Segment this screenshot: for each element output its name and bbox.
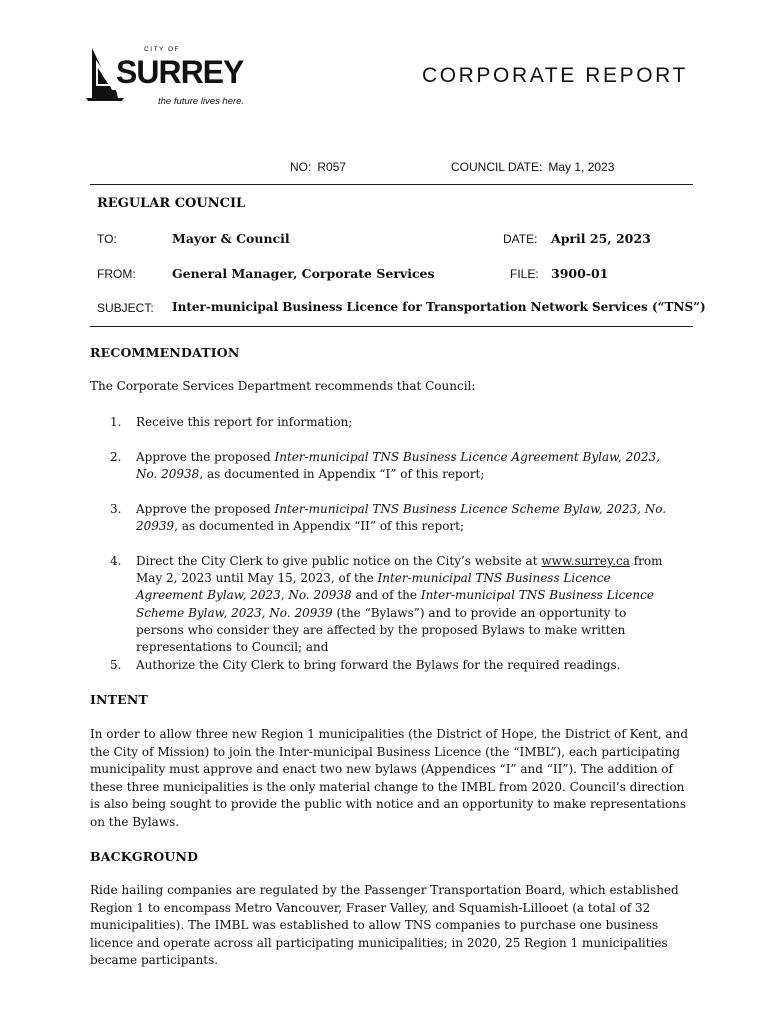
report-title: CORPORATE REPORT (421, 64, 688, 87)
recommendation-item (110, 501, 670, 535)
recommendation-item-text (136, 553, 670, 656)
from-label: FROM: (97, 267, 136, 281)
text-run: Approve the proposed (136, 502, 275, 516)
background-heading: BACKGROUND (90, 849, 199, 864)
recommendation-item-number: 3. (110, 502, 122, 516)
surrey-website-link[interactable]: www.surrey.ca (541, 554, 630, 568)
recommendation-item-number: 2. (110, 450, 122, 464)
header-bottom-rule (90, 326, 693, 327)
date-label: DATE: (503, 232, 538, 246)
recommendation-item-text (136, 449, 670, 483)
meeting-type: REGULAR COUNCIL (97, 196, 246, 211)
text-run: , as documented in Appendix “II” of this report; (174, 519, 465, 534)
recommendation-item-text (136, 414, 670, 431)
council-date-value: May 1, 2023 (548, 160, 615, 174)
report-number-value: R057 (317, 160, 347, 174)
council-date (451, 160, 620, 174)
header-top-rule (90, 184, 693, 185)
bylaw-title: Inter-municipal TNS Business Licence Agreement Bylaw, 2023, No. 20938 (136, 571, 611, 603)
recommendation-item-text (136, 501, 670, 535)
recommendation-item-number: 1. (110, 415, 122, 429)
council-date-label: COUNCIL DATE: (451, 160, 543, 174)
report-number-label: NO: (290, 160, 312, 174)
subject-label: SUBJECT: (97, 301, 154, 315)
date-value: April 25, 2023 (551, 231, 651, 246)
recommendation-item-number: 5. (110, 658, 122, 672)
report-number (290, 160, 352, 174)
intent-body: In order to allow three new Region 1 municipalities (the District of Hope, the District of Kent, and the City of Mission) to join the Inter-municipal Business Licence (the “IMBL”), each participating municipality must approve and enact two new bylaws (Appendices “I” and “II”). The addition of these three municipalities is the only material change to the IMBL from 2020. Council’s direction is also being sought to provide the public with notice and an opportunity to make representations on the Bylaws. (90, 727, 689, 829)
background-body: Ride hailing companies are regulated by the Passenger Transportation Board, which established Region 1 to encompass Metro Vancouver, Fraser Valley, and Squamish-Lillooet (a total of 32 municipalities). The IMBL was established to allow TNS companies to purchase one business licence and operate across all participating municipalities; in 2020, 25 Region 1 municipalities became participants. (90, 883, 679, 968)
recommendation-item (110, 553, 670, 656)
text-run: Authorize the City Clerk to bring forward the Bylaws for the required readings. (136, 658, 621, 672)
to-label: TO: (97, 232, 117, 246)
text-run: from May 2, 2023 until May 15, 2023, of the (136, 554, 663, 586)
recommendation-item-text (136, 657, 670, 674)
file-value: 3900-01 (551, 266, 609, 281)
subject-value: Inter-municipal Business Licence for Transportation Network Services (“TNS”) (172, 300, 706, 314)
logo-tagline: the future lives here. (158, 96, 245, 107)
from-value: General Manager, Corporate Services (172, 266, 435, 281)
text-run: Direct the City Clerk to give public notice on the City’s website at (136, 554, 542, 568)
recommendation-item (110, 657, 670, 674)
to-value: Mayor & Council (172, 231, 290, 246)
text-run: Receive this report for information; (136, 415, 353, 429)
logo-wordmark: SURREY (116, 54, 244, 90)
recommendation-heading: RECOMMENDATION (90, 345, 240, 360)
recommendation-item (110, 414, 670, 431)
recommendation-intro: The Corporate Services Department recommends that Council: (90, 379, 476, 393)
text-run: Approve the proposed (136, 450, 275, 464)
intent-heading: INTENT (90, 692, 149, 707)
city-of-surrey-logo (86, 46, 256, 108)
logo-city-of: CITY OF (144, 46, 181, 53)
recommendation-item-number: 4. (110, 554, 122, 568)
bylaw-title: Inter-municipal TNS Business Licence Scheme Bylaw, 2023, No. 20939 (136, 502, 667, 534)
text-run: (the “Bylaws”) and to provide an opportunity to persons who consider they are affected by the proposed Bylaws to make written representations to Council; and (136, 605, 627, 655)
text-run: , as documented in Appendix “I” of this report; (199, 467, 485, 482)
recommendation-item (110, 449, 670, 483)
file-label: FILE: (510, 267, 539, 281)
bylaw-title: Inter-municipal TNS Business Licence Agreement Bylaw, 2023, No. 20938 (136, 450, 660, 482)
text-run: and of the (351, 588, 421, 603)
bylaw-title: Inter-municipal TNS Business Licence Scheme Bylaw, 2023, No. 20939 (136, 588, 654, 620)
